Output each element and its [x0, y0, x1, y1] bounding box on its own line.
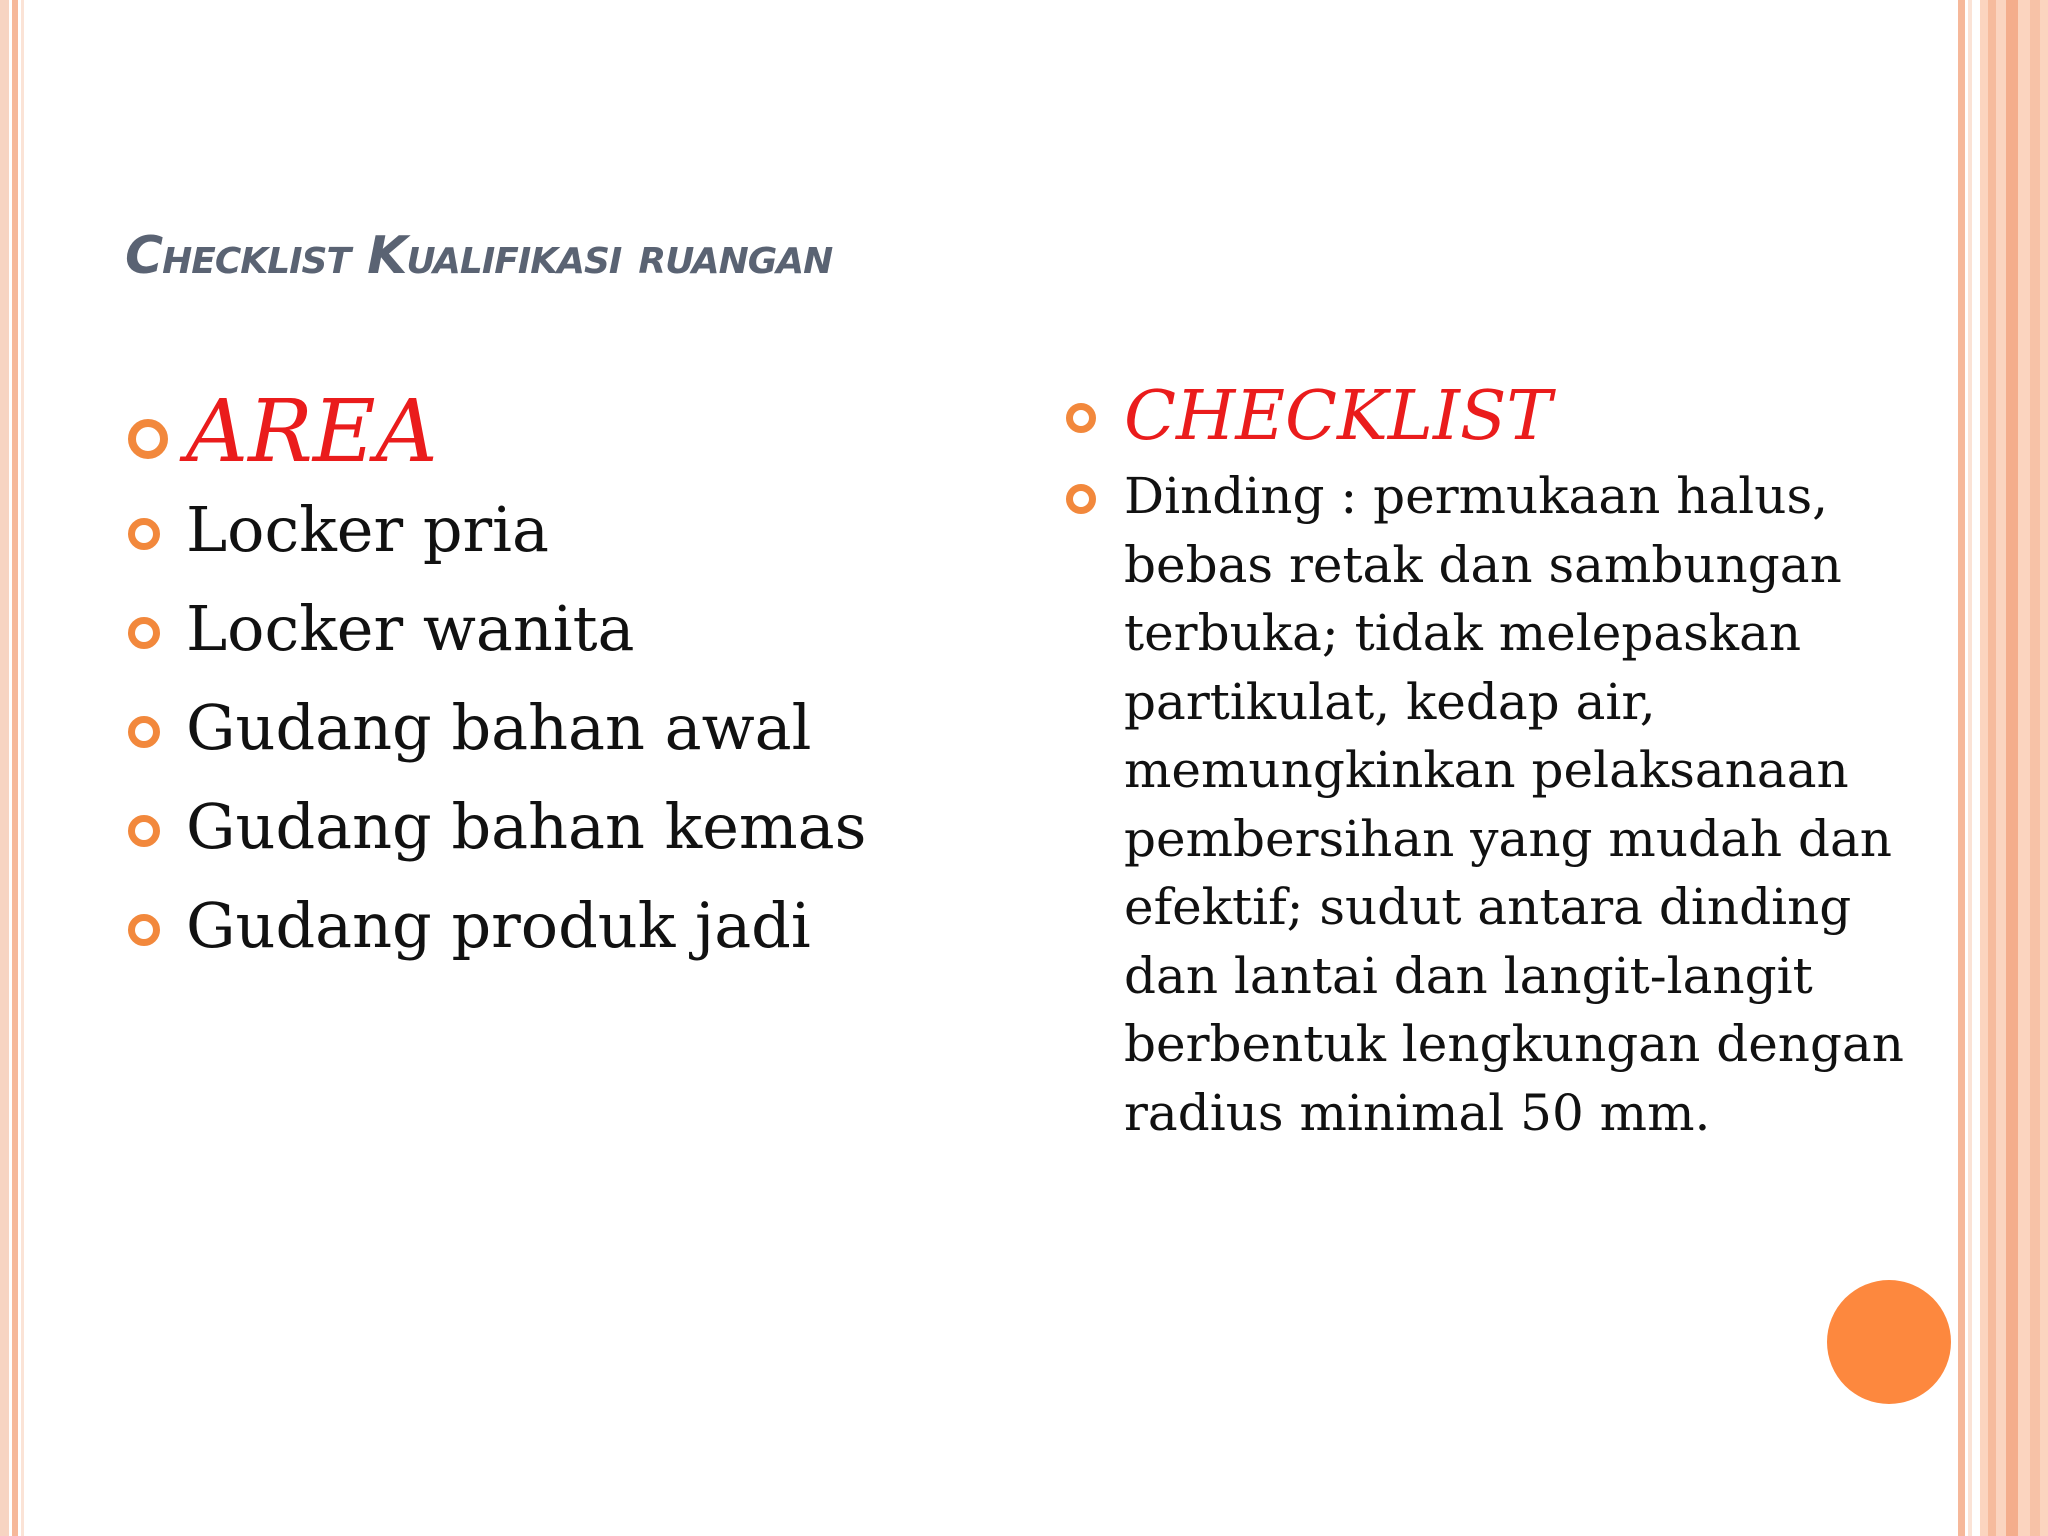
area-item-label: Gudang produk jadi: [186, 889, 811, 962]
checklist-body-text: Dinding : permukaan halus, bebas retak dan sambungan terbuka; tidak melepaskan partikulat, kedap air, memungkinkan pelaksanaan pembersihan yang mudah dan efektif; sudut antara dinding dan lantai dan langit-langit berbentuk lengkungan dengan radius minimal 50 mm.: [1124, 467, 1905, 1142]
ring-bullet-icon: [128, 716, 160, 748]
area-item-label: Gudang bahan kemas: [186, 790, 867, 863]
ring-bullet-icon: [128, 419, 168, 459]
ring-bullet-icon: [1066, 403, 1096, 433]
area-item-label: Gudang bahan awal: [186, 691, 812, 764]
area-item-label: Locker wanita: [186, 592, 635, 665]
ring-bullet-icon: [128, 914, 160, 946]
left-border-stripe: [0, 0, 9, 1536]
ring-bullet-icon: [1066, 484, 1096, 514]
right-band-line: [2030, 0, 2040, 1536]
left-border-stripe: [21, 0, 24, 1536]
left-border-stripe: [12, 0, 18, 1536]
ring-bullet-icon: [128, 815, 160, 847]
slide-title: Checklist Kualifikasi ruangan: [125, 226, 833, 286]
area-heading-row: [128, 372, 1008, 482]
right-band-line: [2006, 0, 2018, 1536]
checklist-column: [1066, 372, 1946, 1142]
right-band-line: [1988, 0, 1996, 1536]
accent-circle: [1827, 1280, 1951, 1404]
area-column: [128, 372, 1008, 977]
list-item: [128, 680, 1008, 779]
right-border-stripe: [1968, 0, 1972, 1536]
ring-bullet-icon: [128, 518, 160, 550]
list-item: [128, 779, 1008, 878]
list-item: [128, 482, 1008, 581]
ring-bullet-icon: [128, 617, 160, 649]
right-border-stripe: [1958, 0, 1965, 1536]
checklist-heading: CHECKLIST: [1124, 377, 1552, 456]
area-item-label: Locker pria: [186, 493, 549, 566]
list-item: [128, 581, 1008, 680]
checklist-heading-row: [1066, 372, 1946, 454]
list-item: [128, 878, 1008, 977]
area-heading: AREA: [186, 382, 438, 482]
